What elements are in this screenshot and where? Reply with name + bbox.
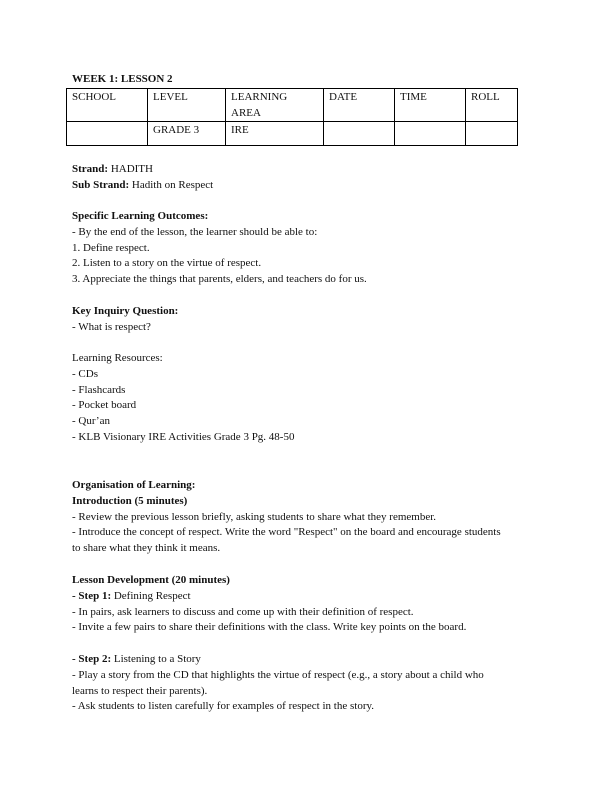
step2-item: - Ask students to listen carefully for examples of respect in the story.	[72, 700, 375, 713]
step2-title: Listening to a Story	[113, 653, 201, 665]
inquiry-heading: Key Inquiry Question:	[72, 305, 179, 317]
organisation-section	[72, 478, 542, 557]
step2-line	[72, 652, 542, 668]
inquiry-item: - What is respect?	[72, 320, 151, 333]
outcomes-intro: - By the end of the lesson, the learner should be able to:	[72, 225, 318, 238]
step1-item: - In pairs, ask learners to discuss and come up with their definition of respect.	[72, 605, 414, 618]
step1-line	[72, 589, 542, 605]
cell-school	[67, 122, 148, 146]
step1-item: - Invite a few pairs to share their definitions with the class. Write key points on the board.	[72, 621, 467, 634]
learning-area-text: LEARNING AREA	[231, 91, 288, 119]
development-section	[72, 573, 542, 636]
introduction-item: - Review the previous lesson briefly, asking students to share what they remember.	[72, 510, 437, 523]
header-cell-date: DATE	[324, 89, 395, 122]
table-data-row	[67, 122, 518, 146]
document-page	[72, 72, 542, 713]
outcome-item: 2. Listen to a story on the virtue of respect.	[72, 257, 262, 270]
resource-item: - Qur’an	[72, 415, 110, 428]
sub-strand-line	[72, 178, 542, 194]
table-header-row	[67, 89, 518, 122]
step2-item: - Play a story from the CD that highlights the virtue of respect (e.g., a story about a child who	[72, 668, 484, 681]
resource-item: - Flashcards	[72, 383, 126, 396]
lesson-title: WEEK 1: LESSON 2	[72, 73, 173, 85]
resource-item: - CDs	[72, 367, 98, 380]
sub-strand-value: Hadith on Respect	[131, 178, 214, 191]
step2-item: learns to respect their parents).	[72, 684, 208, 697]
outcome-item: 1. Define respect.	[72, 241, 150, 254]
organisation-heading: Organisation of Learning:	[72, 479, 196, 491]
resources-heading: Learning Resources:	[72, 352, 163, 364]
strand-section	[72, 162, 542, 194]
outcome-item: 3. Appreciate the things that parents, elders, and teachers do for us.	[72, 273, 367, 286]
resource-item: - KLB Visionary IRE Activities Grade 3 Pg. 48-50	[72, 430, 295, 443]
introduction-item: to share what they think it means.	[72, 542, 221, 555]
strand-line	[72, 162, 542, 178]
cell-learning-area: IRE	[226, 122, 324, 146]
cell-roll	[466, 122, 518, 146]
introduction-heading: Introduction (5 minutes)	[72, 494, 188, 507]
strand-value: HADITH	[110, 163, 153, 175]
cell-date	[324, 122, 395, 146]
step1-label: - Step 1:	[72, 589, 112, 602]
sub-strand-label: Sub Strand:	[72, 178, 130, 191]
outcomes-section	[72, 209, 542, 288]
introduction-item: - Introduce the concept of respect. Write the word "Respect" on the board and encourage students	[72, 526, 501, 539]
step2-section	[72, 652, 542, 715]
strand-label: Strand:	[72, 163, 109, 175]
header-cell-roll: ROLL	[466, 89, 518, 122]
header-cell-school: SCHOOL	[67, 89, 148, 122]
lesson-info-table	[66, 88, 518, 146]
development-heading: Lesson Development (20 minutes)	[72, 574, 230, 586]
outcomes-heading: Specific Learning Outcomes:	[72, 210, 209, 222]
header-cell-level: LEVEL	[148, 89, 226, 122]
cell-time	[395, 122, 466, 146]
inquiry-section	[72, 304, 542, 336]
resource-item: - Pocket board	[72, 399, 137, 412]
header-cell-learning-area	[226, 89, 324, 122]
resources-section	[72, 351, 542, 446]
cell-level: GRADE 3	[148, 122, 226, 146]
step2-label: - Step 2:	[72, 653, 112, 665]
header-cell-time: TIME	[395, 89, 466, 122]
step1-title: Defining Respect	[113, 589, 191, 602]
